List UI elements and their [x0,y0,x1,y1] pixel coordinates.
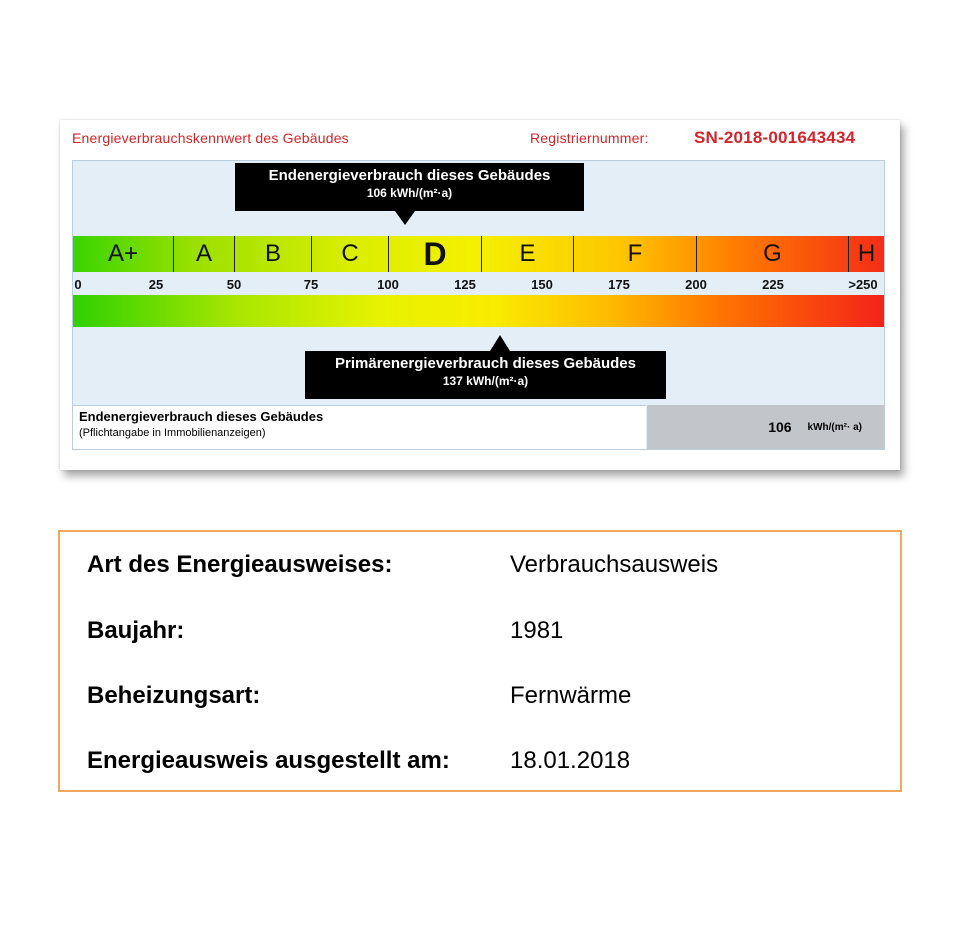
detail-label: Baujahr: [87,617,185,644]
detail-value: Fernwärme [510,682,632,709]
tick-label: 150 [531,277,553,292]
energy-certificate-card [60,120,900,470]
summary-label: Endenergieverbrauch dieses Gebäudes [79,409,324,424]
detail-label: Energieausweis ausgestellt am: [87,747,450,774]
certificate-details-box [58,530,902,792]
primary-energy-callout [305,351,666,399]
end-energy-callout-value: 106 kWh/(m²·a) [366,185,453,200]
energy-scale-panel [72,160,885,450]
tick-label: 200 [685,277,707,292]
tick-label: 175 [608,277,630,292]
tick-label: 0 [74,277,82,292]
end-energy-callout [235,163,584,211]
certificate-title: Energieverbrauchskennwert des Gebäudes [72,130,349,146]
primary-energy-gradient-bar [73,295,884,327]
tick-label: 125 [454,277,476,292]
registration-number: SN-2018-001643434 [694,128,856,147]
summary-note: (Pflichtangabe in Immobilienanzeigen) [79,427,266,439]
detail-value: 18.01.2018 [510,747,631,774]
class-f: F [627,240,643,267]
summary-value: 106 [768,419,792,435]
class-e: E [519,240,536,267]
detail-label: Beheizungsart: [87,682,261,709]
detail-value: 1981 [510,617,564,644]
detail-value: Verbrauchsausweis [510,551,719,578]
tick-label: 50 [226,277,242,292]
class-a: A [195,240,212,267]
tick-label: 100 [377,277,399,292]
end-energy-callout-heading: Endenergieverbrauch dieses Gebäudes [268,167,551,184]
detail-label: Art des Energieausweises: [87,551,393,578]
registration-label: Registriernummer: [530,130,649,146]
tick-label: 25 [148,277,164,292]
tick-label: 225 [762,277,784,292]
class-a-plus: A+ [107,240,139,267]
class-g: G [763,240,782,267]
class-b: B [264,240,281,267]
primary-energy-callout-heading: Primärenergieverbrauch dieses Gebäudes [335,355,636,372]
primary-energy-callout-value: 137 kWh/(m²·a) [442,373,529,388]
summary-unit: kWh/(m²· a) [807,421,862,433]
end-energy-summary-label [73,405,646,449]
class-c: C [341,240,359,267]
tick-label: >250 [848,277,878,292]
tick-label: 75 [303,277,319,292]
class-h: H [857,240,876,267]
class-d-active: D [423,235,447,272]
energy-class-scale [73,236,884,272]
end-energy-summary-value [647,405,884,449]
